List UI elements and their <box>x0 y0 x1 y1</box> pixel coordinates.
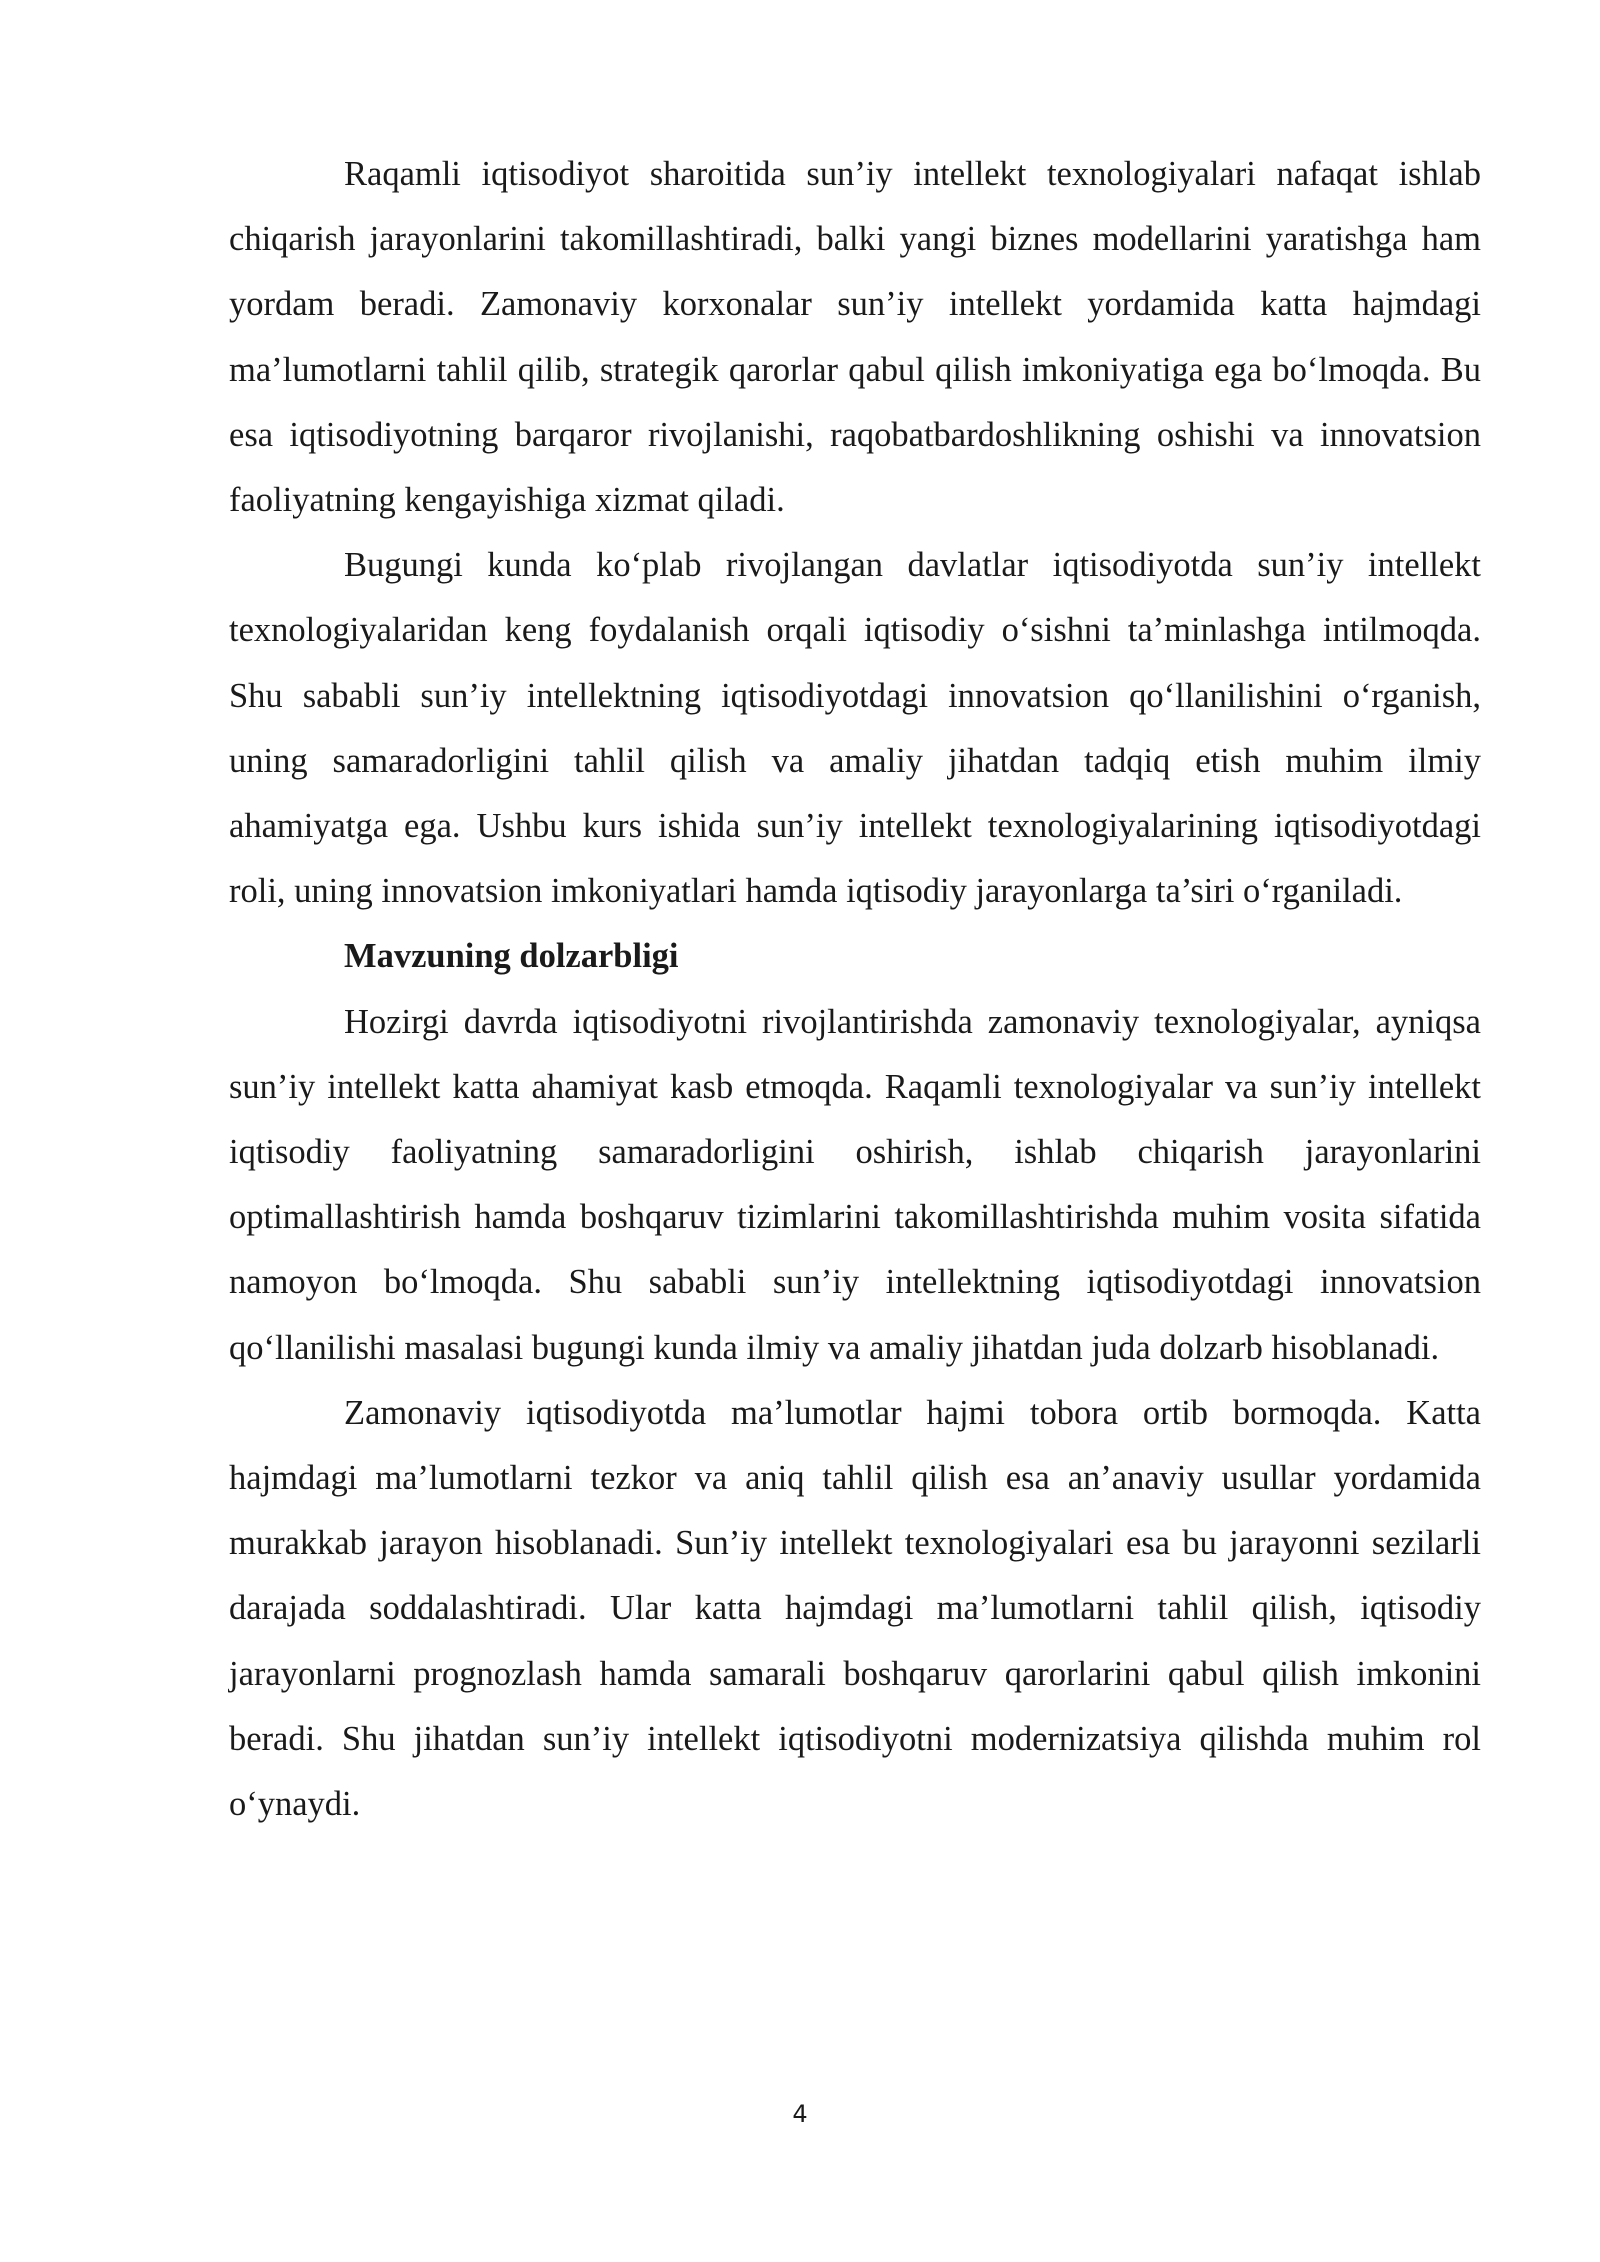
section-heading: Mavzuning dolzarbligi <box>344 937 679 976</box>
page-number: 4 <box>792 2100 808 2128</box>
paragraph-body-2: Zamonaviy iqtisodiyotda ma’lumotlar hajmi tobora ortib bormoqda. Katta hajmdagi ma’lumotlarni tezkor va aniq tahlil qilish esa an’anaviy usullar yordamida murakkab jarayon hisoblanadi. Sun’iy intellekt texnologiyalari esa bu jarayonni sezilarli darajada soddalashtiradi. Ular katta hajmdagi ma’lumotlarni tahlil qilish, iqtisodiy jarayonlarni prognozlash hamda samarali boshqaruv qarorlarini qabul qilish imkonini beradi. Shu jihatdan sun’iy intellekt iqtisodiyotni modernizatsiya qilishda muhim rol o‘ynaydi. <box>229 1393 1481 1824</box>
page-body <box>229 142 1481 1837</box>
paragraph-intro-2: Bugungi kunda ko‘plab rivojlangan davlatlar iqtisodiyotda sun’iy intellekt texnologiyalaridan keng foydalanish orqali iqtisodiy o‘sishni ta’minlashga intilmoqda. Shu sababli sun’iy intellektning iqtisodiyotdagi innovatsion qo‘llanilishini o‘rganish, uning samaradorligini tahlil qilish va amaliy jihatdan tadqiq etish muhim ilmiy ahamiyatga ega. Ushbu kurs ishida sun’iy intellekt texnologiyalarining iqtisodiyotdagi roli, uning innovatsion imkoniyatlari hamda iqtisodiy jarayonlarga ta’siri o‘rganiladi. <box>229 546 1481 911</box>
paragraph-body-1: Hozirgi davrda iqtisodiyotni rivojlantirishda zamonaviy texnologiyalar, ayniqsa sun’iy intellekt katta ahamiyat kasb etmoqda. Raqamli texnologiyalar va sun’iy intellekt iqtisodiy faoliyatning samaradorligini oshirish, ishlab chiqarish jarayonlarini optimallashtirish hamda boshqaruv tizimlarini takomillashtirishda muhim vosita sifatida namoyon bo‘lmoqda. Shu sababli sun’iy intellektning iqtisodiyotdagi innovatsion qo‘llanilishi masalasi bugungi kunda ilmiy va amaliy jihatdan juda dolzarb hisoblanadi. <box>229 1002 1481 1367</box>
paragraph-intro-1: Raqamli iqtisodiyot sharoitida sun’iy intellekt texnologiyalari nafaqat ishlab chiqarish jarayonlarini takomillashtiradi, balki yangi biznes modellarini yaratishga ham yordam beradi. Zamonaviy korxonalar sun’iy intellekt yordamida katta hajmdagi ma’lumotlarni tahlil qilib, strategik qarorlar qabul qilish imkoniyatiga ega bo‘lmoqda. Bu esa iqtisodiyotning barqaror rivojlanishi, raqobatbardoshlikning oshishi va innovatsion faoliyatning kengayishiga xizmat qiladi. <box>229 155 1481 520</box>
